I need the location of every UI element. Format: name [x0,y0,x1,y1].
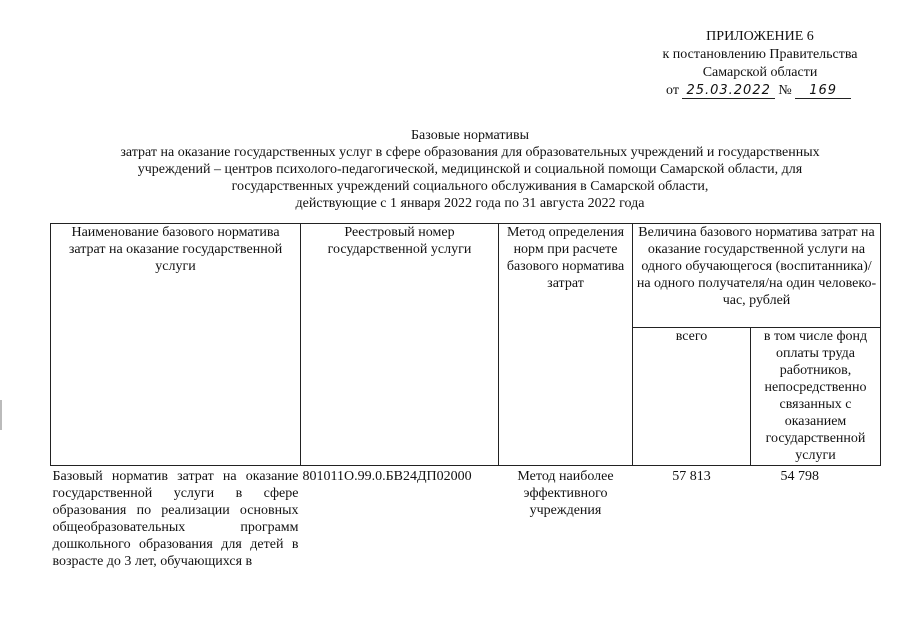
header-method: Метод определения норм при расчете базового норматива затрат [499,224,633,466]
table-row [51,466,881,571]
document-title [40,127,900,212]
appendix-region: Самарской области [702,65,818,80]
header-name: Наименование базового норматива затрат на оказание государственной услуги [51,224,301,466]
scan-edge-mark [0,400,2,430]
number-prefix: № [778,83,792,98]
row-total: 57 813 [672,469,711,484]
title-line-3: учреждений – центров психолого-педагогической, медицинской и социальной помощи Самарской области, для [137,162,803,177]
row-name: Базовый норматив затрат на оказание государственной услуги в сфере образования по реализации основных общеобразовательных программ дошкольного образования для детей в возрасте до 3 лет, обучающихся в [52,469,299,569]
appendix-decree: к постановлению Правительства [662,47,858,62]
header-registry: Реестровый номер государственной услуги [301,224,499,466]
title-line-5: действующие с 1 января 2022 года по 31 августа 2022 года [295,196,645,211]
appendix-header [640,28,880,100]
title-line-1: Базовые нормативы [411,128,529,143]
row-including: 54 798 [780,469,819,484]
row-registry: 801011О.99.0.БВ24ДП02000 [302,469,472,484]
title-line-2: затрат на оказание государственных услуг в сфере образования для образовательных учреждений и государственных [120,145,820,160]
header-total: всего [633,328,751,466]
header-including: в том числе фонд оплаты труда работников, непосредственно связанных с оказанием государственной услуги [751,328,881,466]
handwritten-number: 169 [795,83,851,99]
appendix-date-line [640,82,880,100]
appendix-number: ПРИЛОЖЕНИЕ 6 [706,29,814,44]
date-prefix: от [666,83,679,98]
title-line-4: государственных учреждений социального обслуживания в Самарской области, [231,179,709,194]
row-method: Метод наиболее эффективного учреждения [517,469,614,518]
norms-table [50,223,881,570]
header-value: Величина базового норматива затрат на оказание государственной услуги на одного обучающегося (воспитанника)/на одного получателя/на один человеко-час, рублей [633,224,881,328]
handwritten-date: 25.03.2022 [682,83,774,99]
